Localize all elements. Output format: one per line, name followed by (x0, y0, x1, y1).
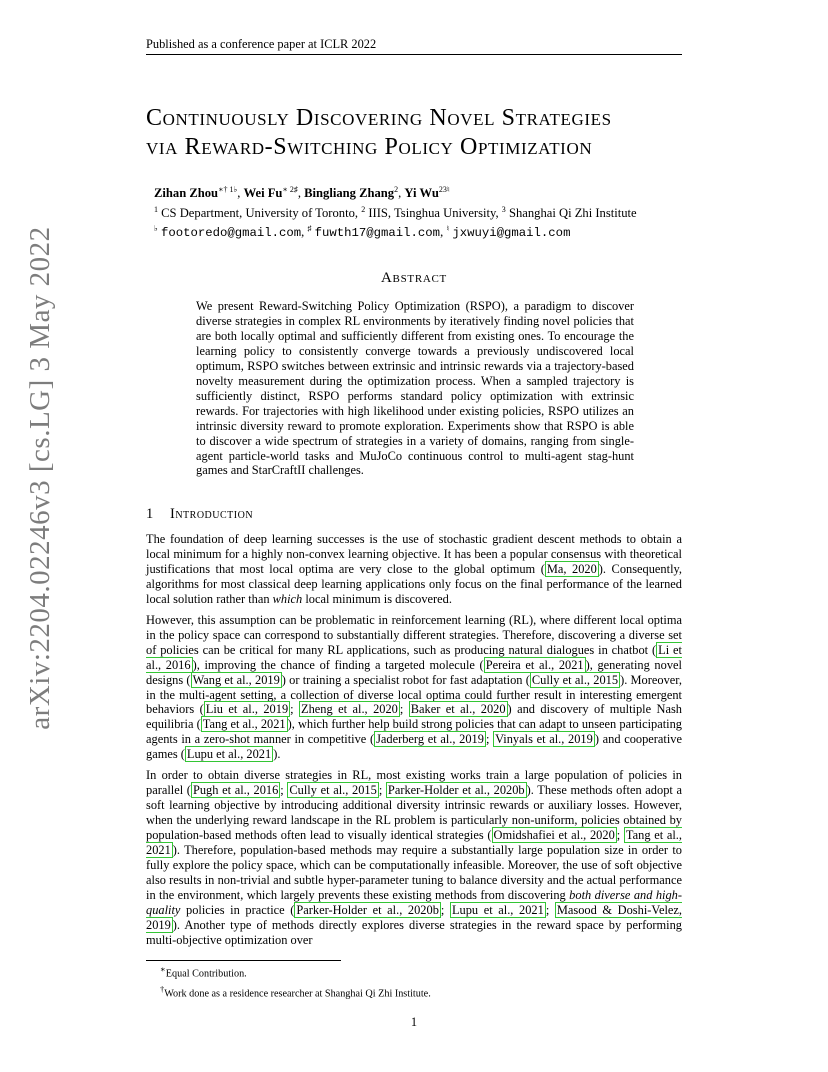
footnote-rule (146, 960, 341, 961)
citation-link[interactable]: Parker-Holder et al., 2020b (296, 902, 439, 917)
text: ). Therefore, population-based methods may require a substantially large population size in order to fully explore the policy space, which can be computationally infeasible. Moreover, the use of soft objective also results in non-trivial and subtle hyper-parameter tuning to balance diversity and the actual performance in the environment, which largely prevents these existing methods from discovering (146, 843, 682, 902)
citation-link[interactable]: Omidshafiei et al., 2020 (493, 828, 615, 843)
author-3: Bingliang Zhang (304, 186, 395, 201)
citation-link[interactable]: Cully et al., 2015 (531, 672, 619, 687)
author-2: Wei Fu (243, 186, 283, 201)
title-line-2: via Reward-Switching Policy Optimization (146, 134, 593, 160)
text: ). (273, 747, 281, 762)
citation-link[interactable]: Wang et al., 2019 (192, 672, 280, 687)
emphasis: which (272, 591, 303, 606)
text: ; (440, 902, 450, 917)
text: ), generating novel designs ( (146, 657, 682, 687)
author-names: Zihan Zhou$^{∗\dagger 1♭}$, Wei $Fu^{∗ 2♯}$, Bingliang Zhang$^2$, Yi $Wu^{23♮}$ (154, 185, 450, 201)
text: In order to obtain diverse strategies in RL, most existing works train a large population of policies in parallel ( (146, 768, 682, 798)
text: ; (378, 783, 386, 798)
text: However, this assumption can be problematic in reinforcement learning (RL), where different local optima in the policy space can correspond to substantially different strategies. Therefore, discovering a diverse set of policies can be critical for many RL applications, such as producing natural dialogues in chatbot ( (146, 612, 682, 657)
text: policies in practice ( (180, 902, 295, 917)
abstract-text: We present Reward-Switching Policy Optimization (RSPO), a paradigm to discover diverse strategies in complex RL environments by iteratively finding novel policies that are both locally optimal and sufficiently different from existing ones. To encourage the learning policy to consistently converge towards a previously undiscovered local optimum, RSPO switches between extrinsic and intrinsic rewards via a trajectory-based novelty measurement during the optimization process. When a sampled trajectory is sufficiently distinct, RSPO performs standard policy optimization with extrinsic rewards. For trajectories with high likelihood under existing policies, RSPO utilizes an intrinsic diversity reward to promote exploration. Experiments show that RSPO is able to discover a wide spectrum of strategies in a variety of domains, ranging from single-agent particle-world tasks and MuJoCo continuous control to multi-agent stag-hunt games and StarCraftII challenges. (196, 299, 634, 478)
text: ; (616, 828, 624, 843)
email-2[interactable]: fuwth17@gmail.com (314, 226, 441, 241)
title-line-1: Continuously Discovering Novel Strategies (146, 105, 612, 131)
page-number: 1 (410, 1015, 418, 1029)
citation-link[interactable]: Pugh et al., 2016 (192, 783, 279, 798)
footnote-2-text: Work done as a residence researcher at Shanghai Qi Zhi Institute. (164, 988, 431, 1000)
running-header: Published as a conference paper at ICLR 2022 (146, 36, 682, 55)
footnote-2 (160, 982, 680, 1002)
emails: ♭ footoredo@gmail.com, ♯ fuwth17@gmail.com, ♮ jxwuyi@gmail.com (154, 224, 571, 241)
footnote-2-mark: † (160, 983, 165, 994)
paper-title (146, 104, 706, 162)
citation-link[interactable]: Lupu et al., 2021 (186, 747, 272, 762)
affiliations (154, 202, 694, 222)
affiliation-2: IIIS, Tsinghua University, (368, 205, 499, 220)
citation-link[interactable]: Vinyals et al., 2019 (495, 732, 593, 747)
text: ; (485, 732, 494, 747)
email-3[interactable]: jxwuyi@gmail.com (452, 226, 571, 241)
email-2-mark: ♯ (307, 224, 312, 234)
affiliation-1: CS Department, University of Toronto, (161, 205, 359, 220)
citation-link[interactable]: Cully et al., 2015 (289, 783, 377, 798)
text: ). Another type of methods directly explores diverse strategies in the reward space by performing multi-objective optimization over (146, 917, 682, 947)
paragraph-2 (146, 613, 682, 763)
author-2-marks: ∗ 2♯ (282, 185, 298, 194)
text: ; (290, 702, 300, 717)
text: ) or training a specialist robot for fast adaptation ( (281, 672, 530, 687)
citation-link[interactable]: Jaderberg et al., 2019 (376, 732, 484, 747)
citation-link[interactable]: Zheng et al., 2020 (301, 702, 398, 717)
citation-link[interactable]: Lupu et al., 2021 (451, 902, 544, 917)
author-block (154, 182, 694, 242)
text: ) and discovery of multiple Nash equilibria ( (146, 702, 682, 732)
author-1-marks: ∗† 1♭ (218, 185, 238, 194)
text: ). These methods often adopt a soft learning objective by introducing additional diversity intrinsic rewards or auxiliary losses. However, when the underlying reward landscape in the RL problem is particularly non-uniform, policies obtained by population-based methods often lead to visually identical strategies ( (146, 783, 682, 843)
citation-link[interactable]: Baker et al., 2020 (410, 702, 506, 717)
author-1: Zihan Zhou (154, 186, 219, 201)
citation-link[interactable]: Ma, 2020 (546, 561, 597, 576)
email-1-mark: ♭ (154, 224, 158, 234)
affiliation-3: Shanghai Qi Zhi Institute (508, 205, 637, 220)
text: local minimum is discovered. (302, 591, 452, 606)
citation-link[interactable]: Masood & Doshi-Velez, 2019 (146, 902, 682, 932)
arxiv-stamp: arXiv:2204.02246v3 [cs.LG] 3 May 2022 (24, 226, 56, 730)
aff-3-mark: 3 (501, 204, 506, 214)
text: ). Moreover, in the multi-agent setting, a collection of diverse local optima could further result in interesting emergent behaviors ( (146, 672, 682, 717)
aff-1-mark: 1 (154, 204, 158, 214)
email-3-mark: ♮ (446, 224, 450, 234)
citation-link[interactable]: Tang et al., 2021 (202, 717, 286, 732)
citation-link[interactable]: Pereira et al., 2021 (485, 657, 584, 672)
text: ). Consequently, algorithms for most classical deep learning applications only focus on the final performance of the learned local solution rather than (146, 561, 682, 606)
section-number: 1 (146, 506, 154, 522)
section-heading (146, 506, 253, 523)
paragraph-3 (146, 768, 682, 947)
footnote-1 (160, 962, 680, 982)
text: The foundation of deep learning successes is the use of stochastic gradient descent methods to obtain a local minimum for a highly non-convex learning objective. It has been a popular consensus with theoretical justifications that most local optima are very close to the global optimum ( (146, 532, 682, 576)
citation-link[interactable]: Tang et al., 2021 (146, 828, 683, 858)
author-3-marks: 2 (394, 185, 399, 194)
email-1[interactable]: footoredo@gmail.com (160, 226, 302, 241)
citation-link[interactable]: Li et al., 2016 (146, 642, 683, 672)
body-text (146, 532, 682, 954)
text: ), improving the chance of finding a targeted molecule ( (192, 657, 484, 672)
text: ; (399, 702, 409, 717)
section-title: Introduction (170, 506, 254, 522)
text: ; (545, 902, 555, 917)
footnote-1-mark: ∗ (160, 964, 166, 974)
abstract-heading: Abstract (381, 270, 447, 286)
author-4: Yi Wu (404, 186, 439, 201)
footnotes (160, 962, 680, 1002)
text: ) and cooperative games ( (146, 732, 682, 762)
paragraph-1 (146, 532, 682, 607)
citation-link[interactable]: Parker-Holder et al., 2020b (387, 783, 525, 798)
citation-link[interactable]: Liu et al., 2019 (205, 702, 289, 717)
footnote-1-text: Equal Contribution. (165, 968, 247, 980)
aff-2-mark: 2 (361, 204, 366, 214)
author-4-marks: 23♮ (438, 185, 450, 194)
text: ), which further help build strong policies that can adapt to unseen participating agents in a zero-shot manner in competitive ( (146, 717, 682, 747)
emphasis: both diverse and high-quality (146, 887, 682, 917)
text: ; (280, 783, 288, 798)
